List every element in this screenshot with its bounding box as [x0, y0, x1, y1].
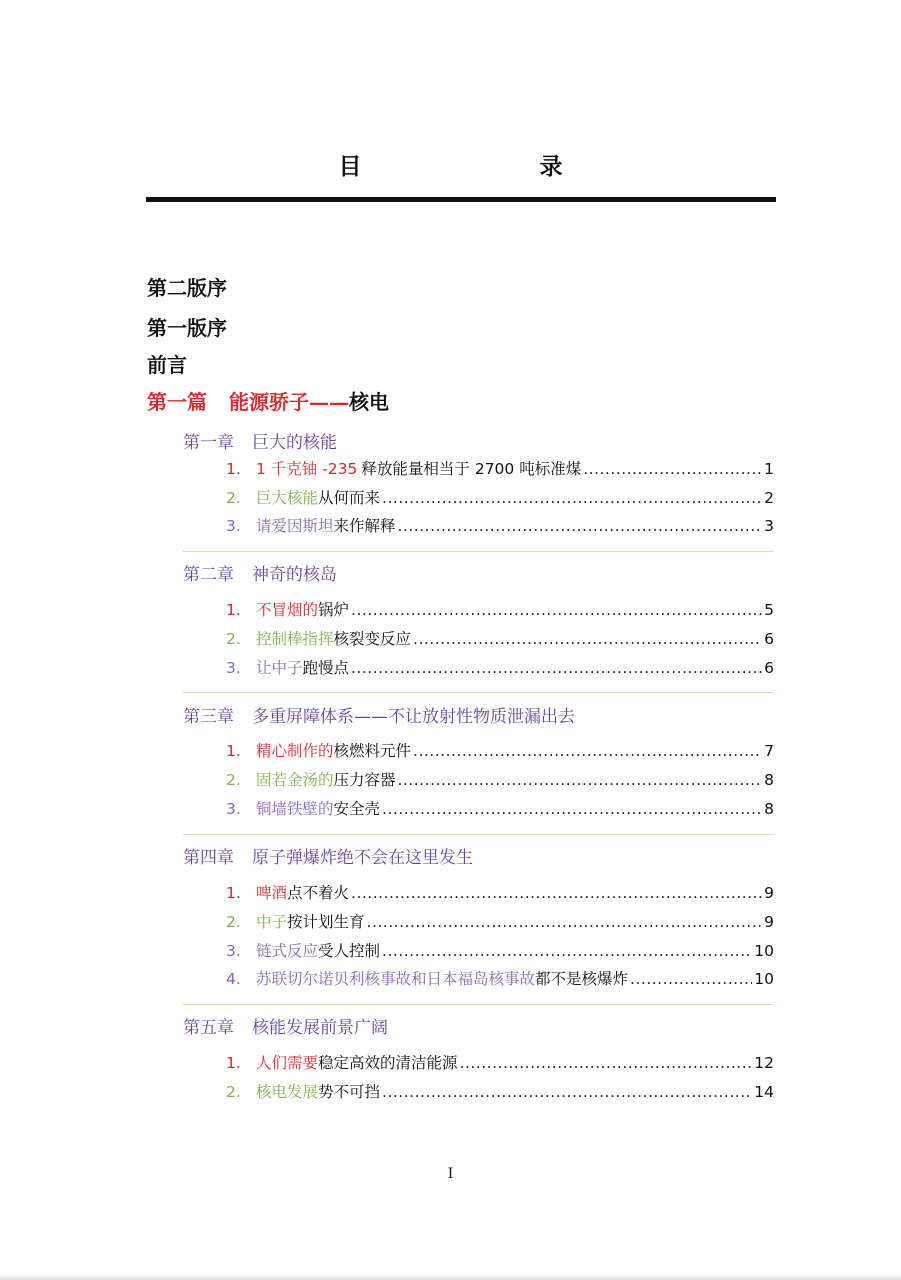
entry-highlight: 不冒烟的 — [256, 601, 319, 619]
chapter-label: 第二章 — [183, 565, 234, 585]
toc-entry[interactable] — [226, 797, 774, 819]
entry-highlight: 苏联切尔诺贝利核事故和日本福岛核事故 — [256, 970, 536, 988]
entry-highlight: 中子 — [256, 913, 288, 931]
dot-leader — [351, 884, 762, 902]
page-ref: 12 — [754, 1054, 774, 1072]
toc-entry[interactable] — [226, 768, 774, 790]
page-ref: 6 — [764, 659, 774, 677]
entry-number: 2. — [226, 771, 241, 789]
entry-number: 4. — [226, 970, 241, 988]
entry-number: 1. — [226, 1054, 241, 1072]
entry-highlight: 巨大核能 — [256, 489, 319, 507]
front-matter-first-preface[interactable]: 第一版序 — [147, 316, 227, 340]
title-rule — [146, 197, 776, 202]
part-heading[interactable] — [147, 386, 389, 415]
chapter-title: 原子弹爆炸绝不会在这里发生 — [252, 848, 473, 868]
chapter-title: 巨大的核能 — [252, 433, 337, 453]
toc-entry[interactable] — [226, 967, 774, 989]
page-ref: 1 — [764, 460, 774, 478]
entry-highlight: 控制棒指挥 — [256, 630, 334, 648]
entry-highlight: 精心制作的 — [256, 742, 334, 760]
entry-text: 跑慢点 — [302, 659, 350, 677]
chapter-heading[interactable] — [183, 702, 575, 727]
entry-number: 3. — [226, 800, 241, 818]
entry-highlight: 1 千克铀 -235 — [256, 460, 358, 478]
entry-number: 2. — [226, 489, 241, 507]
chapter-heading[interactable] — [183, 843, 473, 868]
page-ref: 14 — [754, 1083, 774, 1101]
entry-highlight: 让中子 — [256, 659, 303, 677]
page-ref: 6 — [764, 630, 774, 648]
toc-entry[interactable] — [226, 486, 774, 508]
dot-leader — [583, 460, 762, 478]
entry-number: 1. — [226, 601, 241, 619]
dot-leader — [413, 630, 762, 648]
toc-entry[interactable] — [226, 1051, 774, 1073]
entry-text: 压力容器 — [333, 771, 396, 789]
chapter-title: 核能发展前景广阔 — [252, 1018, 388, 1038]
page-ref: 5 — [764, 601, 774, 619]
entry-highlight: 请爱因斯坦 — [256, 517, 334, 535]
chapter-divider — [183, 692, 774, 693]
toc-entry[interactable] — [226, 598, 774, 620]
chapter-title: 多重屏障体系——不让放射性物质泄漏出去 — [252, 707, 575, 727]
entry-number: 1. — [226, 742, 241, 760]
page-ref: 8 — [764, 800, 774, 818]
dot-leader — [398, 771, 763, 789]
chapter-divider — [183, 834, 774, 835]
chapter-label: 第三章 — [183, 707, 234, 727]
chapter-label: 第四章 — [183, 848, 234, 868]
toc-entry[interactable] — [226, 627, 774, 649]
page-ref: 9 — [764, 913, 774, 931]
entry-text: 按计划生育 — [287, 913, 365, 931]
part-title-colored: 能源骄子—— — [229, 390, 349, 414]
chapter-heading[interactable] — [183, 560, 337, 585]
entry-text: 势不可挡 — [318, 1083, 381, 1101]
entry-number: 2. — [226, 630, 241, 648]
entry-text: 核燃料元件 — [333, 742, 412, 760]
scan-edge-shade — [0, 1274, 901, 1280]
dot-leader — [351, 659, 762, 677]
front-matter-second-preface[interactable]: 第二版序 — [147, 276, 227, 300]
toc-entry[interactable] — [226, 939, 774, 961]
entry-number: 2. — [226, 1083, 241, 1101]
entry-text: 受人控制 — [318, 942, 381, 960]
dot-leader — [367, 913, 763, 931]
dot-leader — [398, 517, 763, 535]
chapter-title: 神奇的核岛 — [252, 565, 337, 585]
dot-leader — [382, 942, 752, 960]
entry-number: 2. — [226, 913, 241, 931]
dot-leader — [460, 1054, 753, 1072]
entry-number: 1. — [226, 884, 241, 902]
page-ref: 2 — [764, 489, 774, 507]
entry-highlight: 人们需要 — [256, 1054, 319, 1072]
toc-entry[interactable] — [226, 656, 774, 678]
chapter-label: 第一章 — [183, 433, 234, 453]
entry-text: 来作解释 — [333, 517, 396, 535]
entry-highlight: 固若金汤的 — [256, 771, 334, 789]
chapter-label: 第五章 — [183, 1018, 234, 1038]
dot-leader — [382, 1083, 752, 1101]
chapter-heading[interactable] — [183, 428, 337, 453]
page-ref: 3 — [764, 517, 774, 535]
entry-text: 释放能量相当于 2700 吨标准煤 — [361, 460, 582, 478]
entry-number: 3. — [226, 517, 241, 535]
part-title-plain: 核电 — [349, 390, 389, 414]
toc-entry[interactable] — [226, 457, 774, 479]
toc-entry[interactable] — [226, 910, 774, 932]
entry-highlight: 核电发展 — [256, 1083, 319, 1101]
entry-number: 3. — [226, 659, 241, 677]
dot-leader — [630, 970, 752, 988]
entry-text: 安全壳 — [333, 800, 381, 818]
front-matter-foreword[interactable]: 前言 — [147, 353, 187, 377]
entry-highlight: 链式反应 — [256, 942, 319, 960]
toc-entry[interactable] — [226, 514, 774, 536]
dot-leader — [413, 742, 762, 760]
page-ref: 10 — [754, 942, 774, 960]
toc-entry[interactable] — [226, 881, 774, 903]
page-ref: 10 — [754, 970, 774, 988]
toc-entry[interactable] — [226, 1080, 774, 1102]
chapter-heading[interactable] — [183, 1013, 388, 1038]
entry-number: 3. — [226, 942, 241, 960]
entry-text: 锅炉 — [318, 601, 350, 619]
entry-highlight: 啤酒 — [256, 884, 288, 902]
chapter-divider — [183, 1004, 774, 1005]
entry-text: 都不是核爆炸 — [535, 970, 629, 988]
page-number: I — [447, 1166, 454, 1182]
entry-text: 从何而来 — [318, 489, 381, 507]
part-label: 第一篇 — [147, 390, 207, 414]
entry-highlight: 铜墙铁壁的 — [256, 800, 334, 818]
entry-text: 点不着火 — [287, 884, 350, 902]
entry-number: 1. — [226, 460, 241, 478]
dot-leader — [382, 489, 762, 507]
page-ref: 7 — [764, 742, 774, 760]
chapter-divider — [183, 551, 774, 552]
dot-leader — [351, 601, 762, 619]
dot-leader — [382, 800, 762, 818]
page-ref: 9 — [764, 884, 774, 902]
page-ref: 8 — [764, 771, 774, 789]
entry-text: 稳定高效的清洁能源 — [318, 1054, 458, 1072]
page-title: 目 录 — [338, 154, 607, 180]
entry-text: 核裂变反应 — [333, 630, 412, 648]
toc-entry[interactable] — [226, 739, 774, 761]
